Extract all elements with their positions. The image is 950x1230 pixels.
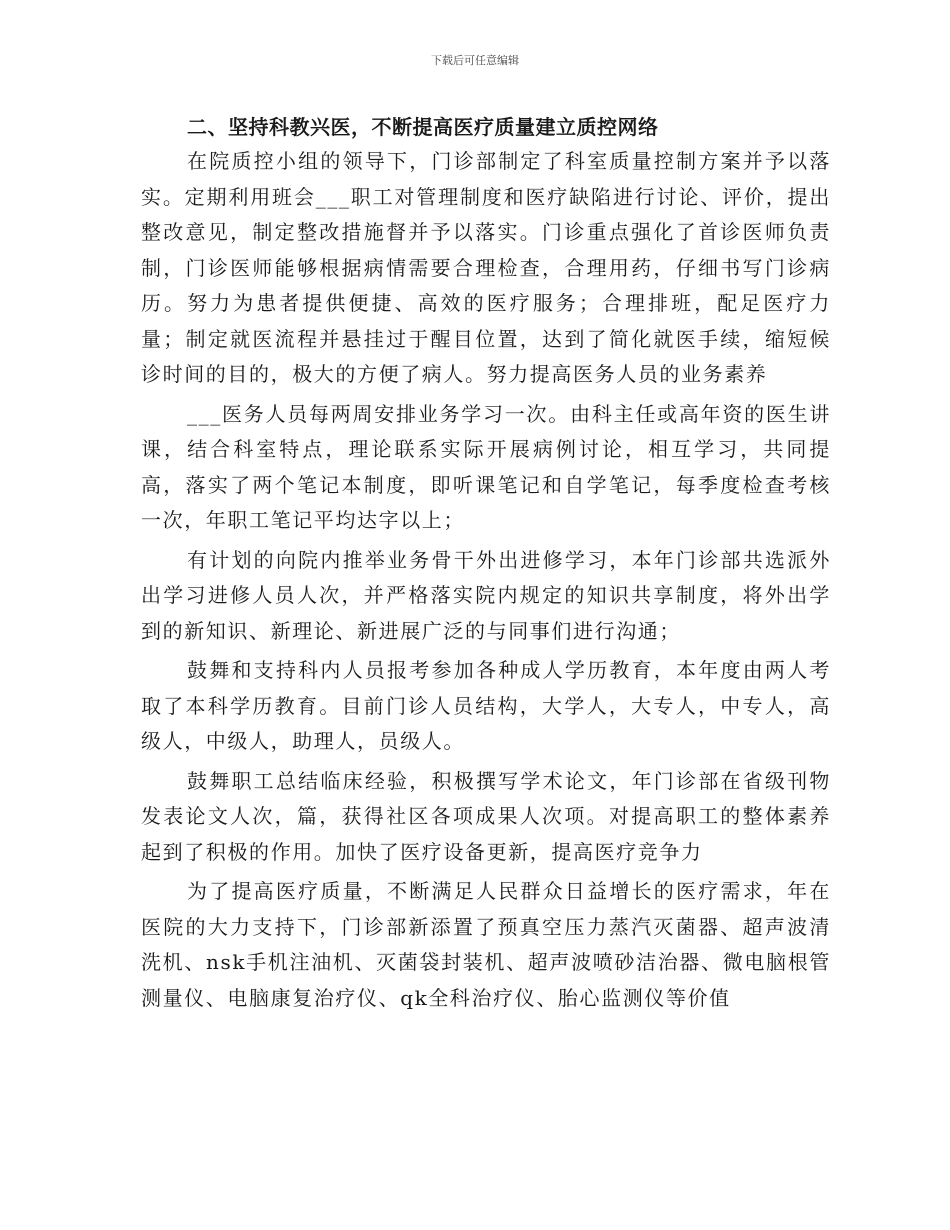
- paragraph-papers: 鼓舞职工总结临床经验，积极撰写学术论文，年门诊部在省级刊物发表论文人次，篇，获得社区各项成果人次项。对提高职工的整体素养起到了积极的作用。加快了医疗设备更新，提高医疗竞争力: [141, 768, 831, 864]
- document-body: [141, 112, 831, 1016]
- page-header: 下载后可任意编辑: [431, 54, 519, 67]
- section-heading: 二、坚持科教兴医，不断提高医疗质量建立质控网络: [187, 115, 659, 139]
- paragraph-study-schedule: ___医务人员每两周安排业务学习一次。由科主任或高年资的医生讲课，结合科室特点，理论联系实际开展病例讨论，相互学习，共同提高，落实了两个笔记本制度，即听课笔记和自学笔记，每季度检查考核一次，年职工笔记平均达字以上；: [141, 401, 831, 532]
- paragraph-equipment: 为了提高医疗质量，不断满足人民群众日益增长的医疗需求，年在医院的大力支持下，门诊部新添置了预真空压力蒸汽灭菌器、超声波清洗机、nsk手机注油机、灭菌袋封装机、超声波喷砂洁治器、微电脑根管测量仪、电脑康复治疗仪、qk全科治疗仪、胎心监测仪等价值: [141, 879, 831, 1010]
- paragraph-further-training: 有计划的向院内推举业务骨干外出进修学习，本年门诊部共选派外出学习进修人员人次，并严格落实院内规定的知识共享制度，将外出学到的新知识、新理论、新进展广泛的与同事们进行沟通；: [141, 547, 831, 643]
- paragraph-quality-control: 在院质控小组的领导下，门诊部制定了科室质量控制方案并予以落实。定期利用班会___职工对管理制度和医疗缺陷进行讨论、评价，提出整改意见，制定整改措施督并予以落实。门诊重点强化了首诊医师负责制，门诊医师能够根据病情需要合理检查，合理用药，仔细书写门诊病历。努力为患者提供便捷、高效的医疗服务；合理排班，配足医疗力量；制定就医流程并悬挂过于醒目位置，达到了简化就医手续，缩短候诊时间的目的，极大的方便了病人。努力提高医务人员的业务素养: [141, 149, 831, 386]
- paragraph-education: 鼓舞和支持科内人员报考参加各种成人学历教育，本年度由两人考取了本科学历教育。目前门诊人员结构，大学人，大专人，中专人，高级人，中级人，助理人，员级人。: [141, 658, 831, 753]
